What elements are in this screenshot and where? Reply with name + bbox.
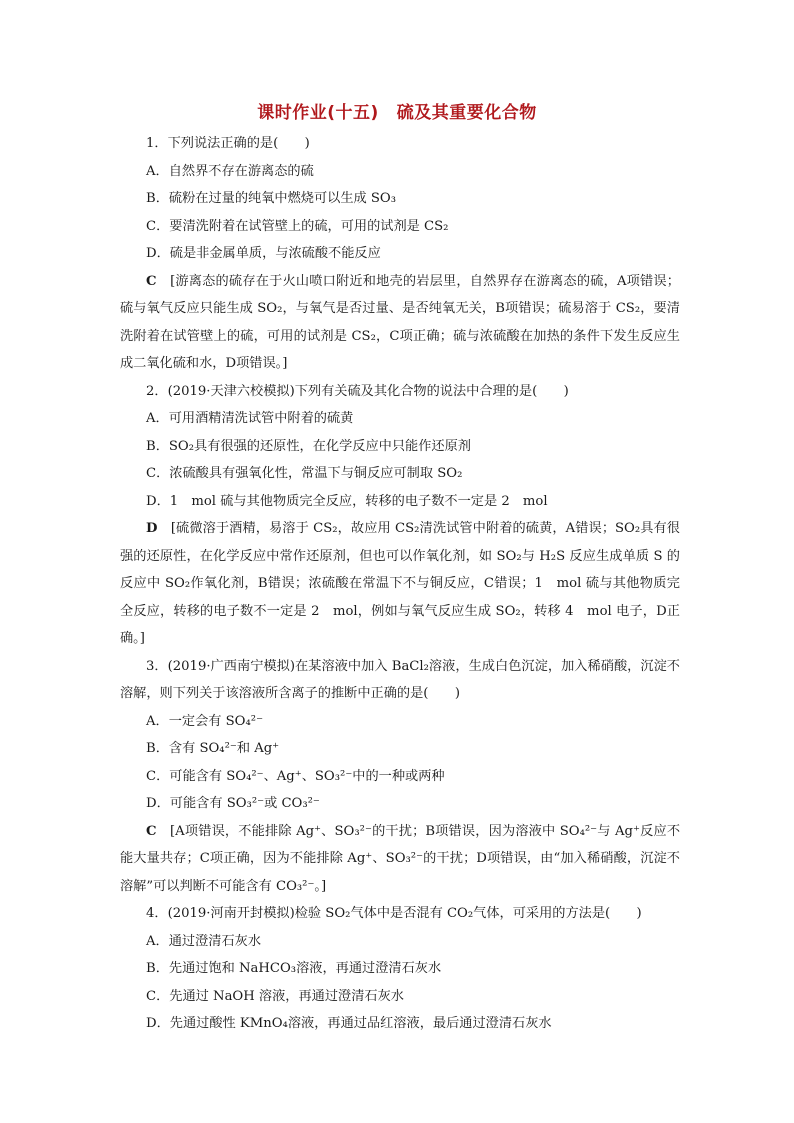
- q4-option-c: C．先通过 NaOH 溶液，再通过澄清石灰水: [146, 988, 404, 1004]
- q4-option-a: A．通过澄清石灰水: [146, 933, 262, 949]
- q3-option-a: A．一定会有 SO₄²⁻: [146, 713, 264, 729]
- q4-option-d: D．先通过酸性 KMnO₄溶液，再通过品红溶液，最后通过澄清石灰水: [146, 1016, 552, 1031]
- q1-stem: 1．下列说法正确的是( ): [146, 136, 310, 151]
- q2-answer-text: [硫微溶于酒精，易溶于 CS₂，故应用 CS₂清洗试管中附着的硫黄，A错误；SO₂具有很强的还原性，在化学反应中常作还原剂，但也可以作氧化剂，如 SO₂与 H₂S 反应生成单质 S 的反应中 SO₂作氧化剂，B错误；浓硫酸在常温下不与铜反应，C错误；1 mol 硫与其他物质完全反应，转移的电子数不一定是 2 mol，例如与氧气反应生成 SO₂，转移 4 mol 电子，D正确。]: [120, 521, 680, 646]
- q2-answer-letter: D: [146, 521, 158, 536]
- q1-answer-text: [游离态的硫存在于火山喷口附近和地壳的岩层里，自然界存在游离态的硫，A项错误；硫与氧气反应只能生成 SO₂，与氧气是否过量、是否纯氧无关，B项错误；硫易溶于 CS₂，要清洗附着在试管壁上的硫，可用的试剂是 CS₂，C项正确；硫与浓硫酸在加热的条件下发生反应生成二氧化硫和水，D项错误。]: [120, 273, 680, 371]
- q2-option-c: C．浓硫酸具有强氧化性，常温下与铜反应可制取 SO₂: [146, 466, 463, 481]
- q3-option-d: D．可能含有 SO₃²⁻或 CO₃²⁻: [146, 796, 320, 811]
- title-main: 课时作业(十五): [257, 103, 379, 123]
- q1-answer-letter: C: [146, 273, 157, 289]
- page-title: [0, 98, 794, 123]
- worksheet-body: [120, 130, 680, 1038]
- q4-stem: 4．(2019·河南开封模拟)检验 SO₂气体中是否混有 CO₂气体，可采用的方法是( ): [146, 906, 642, 921]
- q1-option-a: A．自然界不存在游离态的硫: [146, 163, 314, 179]
- title-sub: 硫及其重要化合物: [396, 103, 537, 123]
- q1-option-c: C．要清洗附着在试管壁上的硫，可用的试剂是 CS₂: [146, 218, 449, 234]
- q2-option-b: B．SO₂具有很强的还原性，在化学反应中只能作还原剂: [146, 438, 471, 454]
- q4-option-b: B．先通过饱和 NaHCO₃溶液，再通过澄清石灰水: [146, 961, 442, 976]
- q2-option-d: D．1 mol 硫与其他物质完全反应，转移的电子数不一定是 2 mol: [146, 493, 548, 509]
- q3-option-c: C．可能含有 SO₄²⁻、Ag⁺、SO₃²⁻中的一种或两种: [146, 768, 445, 784]
- q1-answer: [120, 268, 680, 378]
- q3-answer-letter: C: [146, 823, 157, 839]
- q2-option-a: A．可用酒精清洗试管中附着的硫黄: [146, 411, 354, 426]
- q3-stem: 3．(2019·广西南宁模拟)在某溶液中加入 BaCl₂溶液，生成白色沉淀，加入稀硝酸，沉淀不溶解，则下列关于该溶液所含离子的推断中正确的是( ): [120, 658, 680, 701]
- q1-option-d: D．硫是非金属单质，与浓硫酸不能反应: [146, 246, 381, 261]
- q3-answer: [120, 818, 680, 901]
- q3-answer-text: [A项错误，不能排除 Ag⁺、SO₃²⁻的干扰；B项错误，因为溶液中 SO₄²⁻与 Ag⁺反应不能大量共存；C项正确，因为不能排除 Ag⁺、SO₃²⁻的干扰；D项错误，由“加入稀硝酸，沉淀不溶解”可以判断不可能含有 CO₃²⁻。]: [120, 823, 681, 894]
- q2-stem: 2．(2019·天津六校模拟)下列有关硫及其化合物的说法中合理的是( ): [146, 383, 569, 399]
- q3-option-b: B．含有 SO₄²⁻和 Ag⁺: [146, 741, 280, 756]
- q2-answer: [120, 515, 680, 653]
- q1-option-b: B．硫粉在过量的纯氧中燃烧可以生成 SO₃: [146, 191, 397, 206]
